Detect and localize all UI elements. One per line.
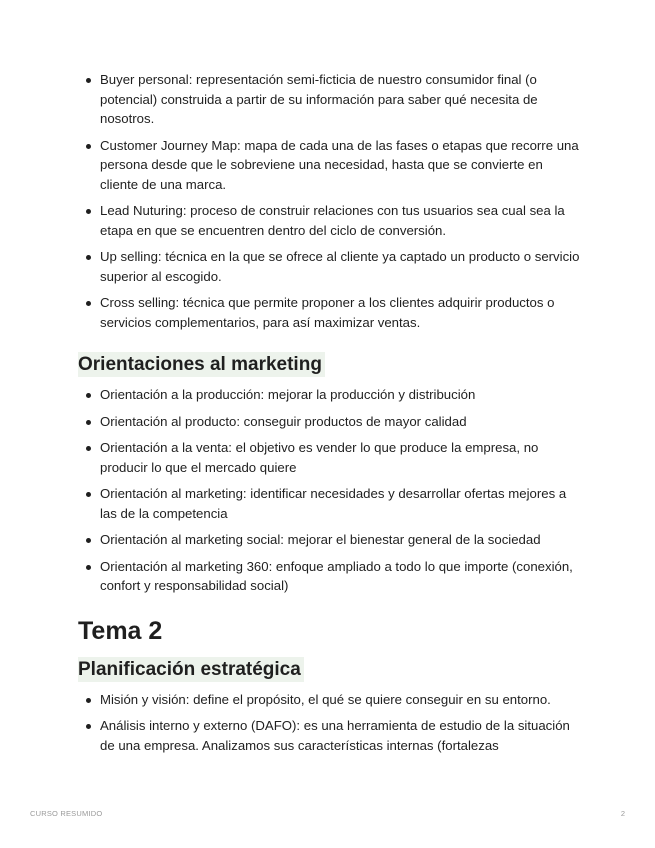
section-heading-orientaciones: Orientaciones al marketing — [78, 352, 325, 377]
list-item — [78, 201, 583, 240]
list-item-text: Lead Nuturing: proceso de construir relaciones con tus usuarios sea cual sea la etapa en que se encuentren dentro del ciclo de conversión. — [100, 203, 565, 238]
list-item-text: Orientación al marketing 360: enfoque ampliado a todo lo que importe (conexión, confort y responsabilidad social) — [100, 558, 573, 593]
list-item — [78, 716, 583, 755]
page-content — [78, 70, 583, 762]
list-item-text: Cross selling: técnica que permite proponer a los clientes adquirir productos o servicios complementarios, para así maximizar ventas. — [100, 295, 555, 330]
list-item-text: Orientación a la producción: mejorar la producción y distribución — [100, 387, 476, 402]
list-item — [78, 412, 583, 432]
list-item — [78, 530, 583, 550]
list-item-text: Análisis interno y externo (DAFO): es una herramienta de estudio de la situación de una empresa. Analizamos sus características internas (fortalezas — [100, 718, 570, 753]
list-item — [78, 70, 583, 129]
list-item — [78, 690, 583, 710]
footer-title: CURSO RESUMIDO — [30, 809, 103, 818]
bullet-icon — [86, 301, 91, 306]
theme-heading: Tema 2 — [78, 616, 163, 645]
list-item-text: Orientación al marketing social: mejorar el bienestar general de la sociedad — [100, 532, 541, 547]
page-number: 2 — [620, 809, 625, 818]
planificacion-list — [78, 690, 583, 756]
list-item-text: Up selling: técnica en la que se ofrece al cliente ya captado un producto o servicio superior al escogido. — [100, 249, 580, 284]
bullet-icon — [86, 724, 91, 729]
bullet-icon — [86, 393, 91, 398]
list-item — [78, 293, 583, 332]
list-item — [78, 557, 583, 596]
list-item — [78, 136, 583, 195]
list-item-text: Buyer personal: representación semi-ficticia de nuestro consumidor final (o potencial) construida a partir de su información para saber qué necesita de nosotros. — [100, 72, 538, 126]
bullet-icon — [86, 698, 91, 703]
list-item — [78, 484, 583, 523]
list-item-text: Orientación al producto: conseguir productos de mayor calidad — [100, 413, 467, 429]
list-item-text: Misión y visión: define el propósito, el qué se quiere conseguir en su entorno. — [100, 691, 551, 707]
bullet-icon — [86, 538, 91, 543]
list-item — [78, 247, 583, 286]
orientaciones-list — [78, 385, 583, 596]
bullet-icon — [86, 446, 91, 451]
bullet-icon — [86, 565, 91, 570]
bullet-icon — [86, 492, 91, 497]
bullet-icon — [86, 420, 91, 425]
bullet-icon — [86, 255, 91, 260]
list-item-text: Orientación a la venta: el objetivo es vender lo que produce la empresa, no producir lo que el mercado quiere — [100, 440, 539, 475]
definitions-list — [78, 70, 583, 332]
list-item-text: Customer Journey Map: mapa de cada una de las fases o etapas que recorre una persona desde que le sobreviene una necesidad, hasta que se convierte en cliente de una marca. — [100, 137, 579, 192]
section-heading-planificacion: Planificación estratégica — [78, 657, 304, 682]
bullet-icon — [86, 209, 91, 214]
list-item — [78, 438, 583, 477]
list-item — [78, 385, 583, 405]
bullet-icon — [86, 144, 91, 149]
bullet-icon — [86, 78, 91, 83]
list-item-text: Orientación al marketing: identificar necesidades y desarrollar ofertas mejores a las de la competencia — [100, 486, 567, 521]
